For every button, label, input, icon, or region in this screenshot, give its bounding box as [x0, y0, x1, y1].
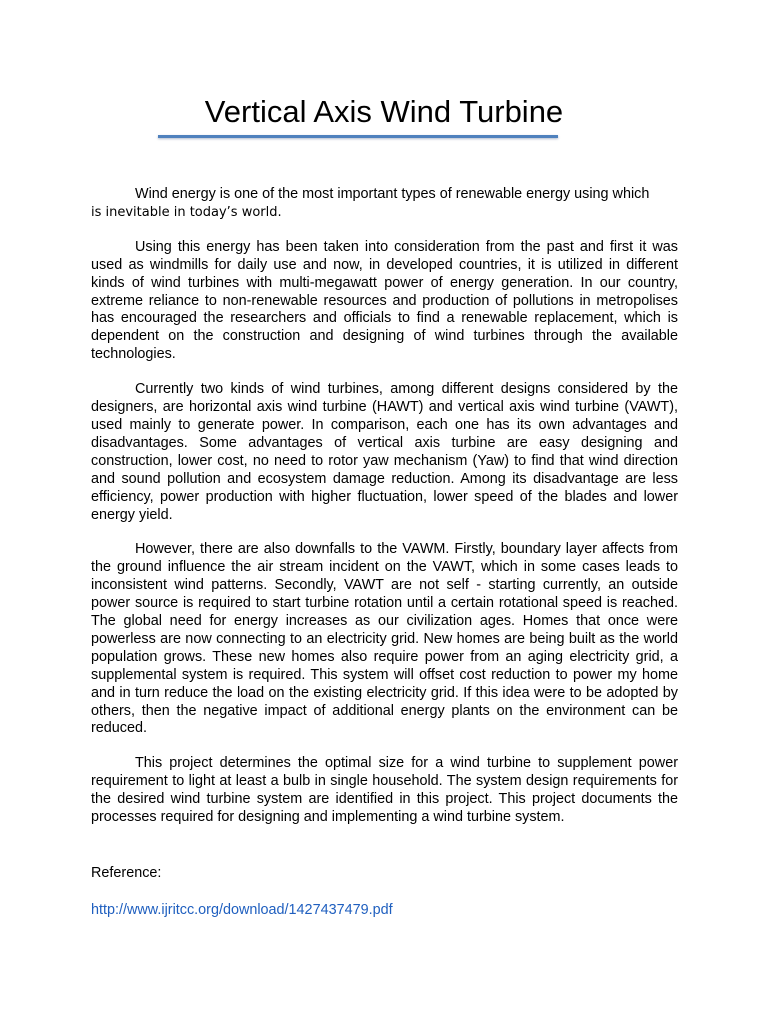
paragraph-1 [91, 186, 678, 222]
reference-label: Reference: [91, 865, 162, 881]
paragraph-5: This project determines the optimal size for a wind turbine to supplement power requirement to light at least a bulb in single household. The system design requirements for the desired wind turbine system are identified in this project. This project documents the processes required for designing and implementing a wind turbine system. [91, 755, 678, 826]
paragraph-4: However, there are also downfalls to the VAWM. Firstly, boundary layer affects from the ground influence the air stream incident on the VAWT, which in some cases leads to inconsistent wind patterns. Secondly, VAWT are not self - starting currently, an outside power source is required to start turbine rotation until a certain rotational speed is reached. The global need for energy increases as our civilization ages. Homes that once were powerless are now connecting to an electricity grid. New homes are being built as the world population grows. These new homes also require power from an aging electricity grid, a supplemental system is required. This system will offset cost reduction to power my home and in turn reduce the load on the existing electricity grid. If this idea were to be adopted by others, then the negative impact of additional energy plants on the environment can be reduced. [91, 541, 678, 737]
reference-link[interactable]: http://www.ijritcc.org/download/1427437479.pdf [91, 902, 393, 918]
paragraph-3: Currently two kinds of wind turbines, among different designs considered by the designers, are horizontal axis wind turbine (HAWT) and vertical axis wind turbine (VAWT), used mainly to generate power. In comparison, each one has its own advantages and disadvantages. Some advantages of vertical axis turbine are easy designing and construction, lower cost, no need to rotor yaw mechanism (Yaw) to find that wind direction and sound pollution and ecosystem damage reduction. Among its disadvantage are less efficiency, power production with higher fluctuation, lower speed of the blades and lower energy yield. [91, 381, 678, 523]
paragraph-2: Using this energy has been taken into consideration from the past and first it was used as windmills for daily use and now, in developed countries, it is utilized in different kinds of wind turbines with multi-megawatt power of energy generation. In our country, extreme reliance to non-renewable resources and production of pollutions in metropolises has encouraged the researchers and officials to find a renewable replacement, which is dependent on the construction and designing of wind turbines through the available technologies. [91, 238, 678, 363]
page-title: Vertical Axis Wind Turbine [204, 94, 564, 129]
paragraph-1-lead: Wind energy is one of the most important types of renewable energy using which [135, 186, 650, 202]
title-underline [158, 135, 558, 138]
paragraph-1-tail: is inevitable in today’s world. [91, 204, 282, 220]
document-body [91, 186, 678, 844]
